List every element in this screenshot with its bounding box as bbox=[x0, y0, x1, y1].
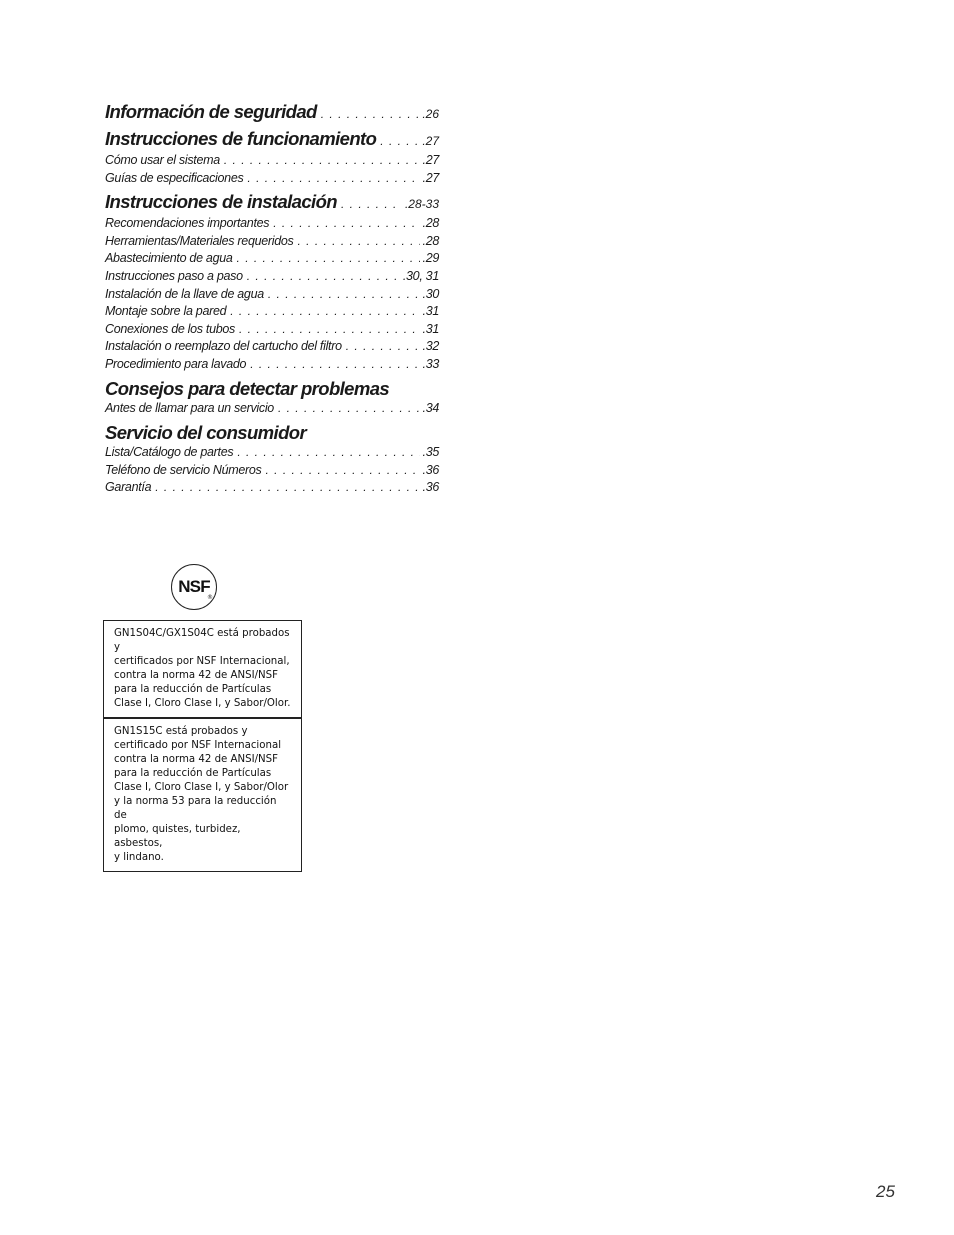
dot-leader bbox=[237, 250, 420, 268]
cert-line: certificados por NSF Internacional, bbox=[114, 656, 290, 667]
item-page: .32 bbox=[422, 339, 439, 354]
dot-leader bbox=[239, 321, 420, 339]
cert-line: y lindano. bbox=[114, 852, 164, 863]
toc-item[interactable] bbox=[105, 400, 439, 418]
item-page: .34 bbox=[422, 400, 439, 415]
section-title-text: Servicio del consumidor bbox=[105, 422, 307, 444]
certification-box bbox=[103, 717, 302, 872]
dot-leader bbox=[298, 233, 420, 251]
dot-leader bbox=[346, 338, 420, 356]
item-page: .28 bbox=[422, 233, 439, 248]
toc-item[interactable] bbox=[105, 462, 439, 480]
item-label: Guías de especificaciones bbox=[105, 170, 244, 185]
item-label: Instrucciones paso a paso bbox=[105, 268, 243, 283]
item-page: .29 bbox=[422, 251, 439, 266]
toc-item[interactable] bbox=[105, 170, 439, 188]
dot-leader bbox=[247, 268, 400, 286]
item-label: Cómo usar el sistema bbox=[105, 153, 220, 167]
toc-item[interactable] bbox=[105, 250, 439, 268]
dot-leader bbox=[224, 152, 420, 170]
cert-line: para la reducción de Partículas bbox=[114, 684, 272, 695]
item-page: .31 bbox=[422, 321, 439, 336]
cert-line: contra la norma 42 de ANSI/NSF bbox=[114, 754, 278, 765]
toc-item[interactable] bbox=[105, 338, 439, 356]
section-title-text: Consejos para detectar problemas bbox=[105, 377, 390, 399]
section-page: .27 bbox=[422, 134, 439, 148]
item-label: Lista/Catálogo de partes bbox=[105, 445, 234, 460]
toc-item[interactable] bbox=[105, 233, 439, 251]
toc-section-title[interactable] bbox=[105, 101, 439, 125]
cert-line: certificado por NSF Internacional bbox=[114, 740, 282, 751]
toc-section-title[interactable] bbox=[105, 378, 439, 400]
dot-leader bbox=[278, 400, 420, 418]
cert-line: para la reducción de Partículas bbox=[114, 768, 272, 779]
section-page: .26 bbox=[422, 107, 439, 121]
nsf-logo-text: NSF bbox=[178, 577, 210, 596]
cert-line: GN1S04C/GX1S04C está probados y bbox=[114, 628, 290, 653]
item-label: Instalación o reemplazo del cartucho del filtro bbox=[105, 339, 342, 354]
toc-item[interactable] bbox=[105, 286, 439, 304]
cert-line: contra la norma 42 de ANSI/NSF bbox=[114, 670, 278, 681]
toc-section-title[interactable] bbox=[105, 191, 439, 215]
item-label: Recomendaciones importantes bbox=[105, 216, 270, 231]
toc-item[interactable] bbox=[105, 268, 439, 286]
cert-line: Clase I, Cloro Clase I, y Sabor/Olor bbox=[114, 782, 289, 793]
dot-leader bbox=[230, 303, 419, 321]
item-page: .31 bbox=[422, 304, 439, 319]
toc-item[interactable] bbox=[105, 303, 439, 321]
dot-leader bbox=[247, 170, 419, 188]
item-page: .36 bbox=[422, 480, 439, 495]
dot-leader bbox=[341, 193, 402, 215]
registered-mark: ® bbox=[207, 594, 213, 601]
cert-line: y la norma 53 para la reducción de bbox=[114, 796, 277, 821]
table-of-contents bbox=[105, 101, 439, 497]
dot-leader bbox=[321, 103, 420, 125]
page-number: 25 bbox=[876, 1182, 895, 1201]
item-page: .27 bbox=[422, 170, 439, 185]
cert-line: Clase I, Cloro Clase I, y Sabor/Olor. bbox=[114, 698, 291, 709]
certification-box bbox=[103, 620, 302, 719]
dot-leader bbox=[268, 286, 420, 304]
item-label: Montaje sobre la pared bbox=[105, 304, 227, 319]
nsf-logo bbox=[171, 564, 217, 610]
toc-item[interactable] bbox=[105, 215, 439, 233]
dot-leader bbox=[250, 356, 419, 374]
item-page: .27 bbox=[422, 153, 439, 167]
item-label: Instalación de la llave de agua bbox=[105, 286, 264, 301]
dot-leader bbox=[155, 479, 419, 497]
item-page: .30 bbox=[422, 286, 439, 301]
item-page: .36 bbox=[422, 462, 439, 477]
section-title-text: Información de seguridad bbox=[105, 101, 317, 122]
toc-item[interactable] bbox=[105, 444, 439, 462]
item-page: .35 bbox=[422, 445, 439, 460]
toc-item[interactable] bbox=[105, 479, 439, 497]
item-label: Antes de llamar para un servicio bbox=[105, 400, 274, 415]
cert-line: GN1S15C está probados y bbox=[114, 726, 248, 737]
dot-leader bbox=[380, 130, 419, 152]
toc-section-title[interactable] bbox=[105, 128, 439, 152]
section-title-text: Instrucciones de funcionamiento bbox=[105, 128, 377, 149]
item-page: .30, 31 bbox=[402, 268, 439, 283]
item-label: Procedimiento para lavado bbox=[105, 356, 247, 371]
dot-leader bbox=[266, 462, 420, 480]
section-title-text: Instrucciones de instalación bbox=[105, 191, 337, 213]
dot-leader bbox=[273, 215, 419, 233]
toc-section-title[interactable] bbox=[105, 422, 439, 444]
item-page: .28 bbox=[422, 216, 439, 231]
dot-leader bbox=[237, 444, 419, 462]
item-label: Herramientas/Materiales requeridos bbox=[105, 233, 294, 248]
item-label: Garantía bbox=[105, 480, 152, 495]
cert-line: plomo, quistes, turbidez, asbestos, bbox=[114, 824, 241, 849]
item-label: Conexiones de los tubos bbox=[105, 321, 235, 336]
toc-item[interactable] bbox=[105, 321, 439, 339]
section-page: .28-33 bbox=[404, 197, 439, 212]
item-label: Abastecimiento de agua bbox=[105, 251, 233, 266]
item-page: .33 bbox=[422, 356, 439, 371]
item-label: Teléfono de servicio Números bbox=[105, 462, 262, 477]
toc-item[interactable] bbox=[105, 152, 439, 170]
toc-item[interactable] bbox=[105, 356, 439, 374]
